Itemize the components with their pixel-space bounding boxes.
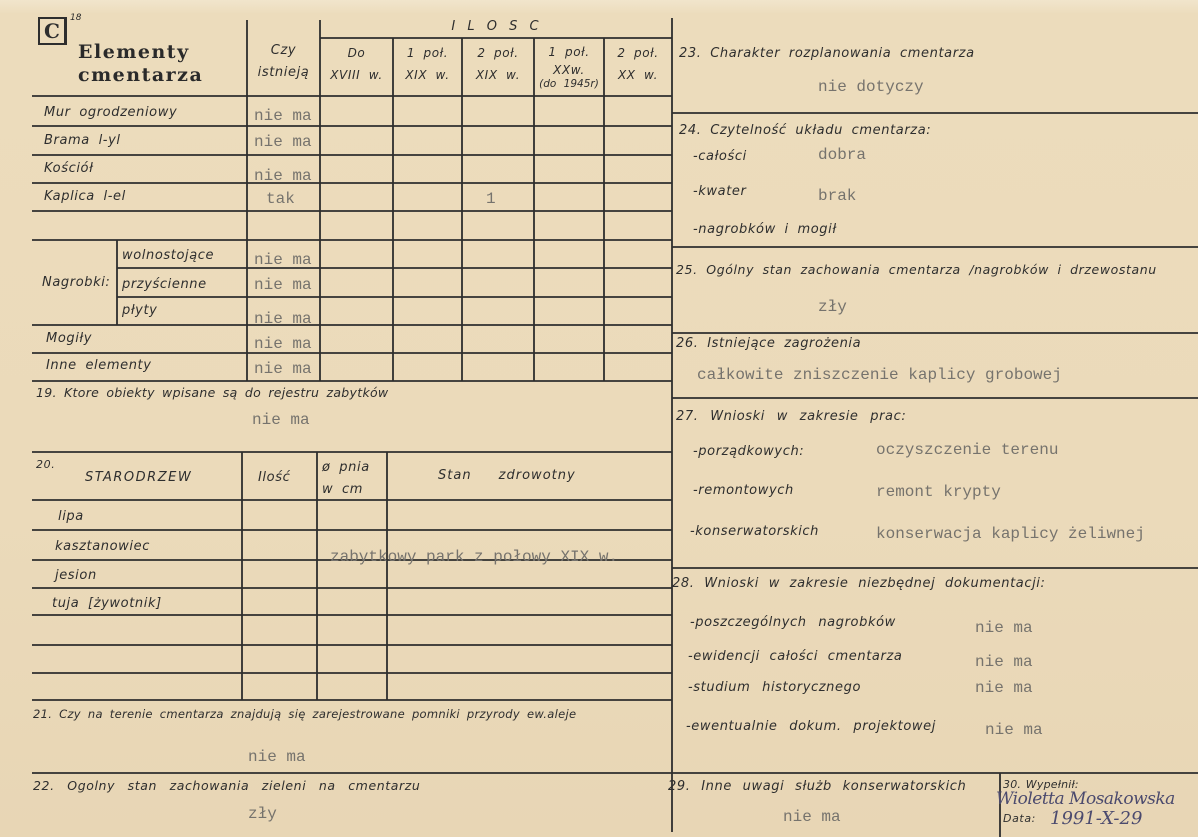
row-exists-wall-mounted: nie ma xyxy=(254,276,312,294)
elements-title-line2: cmentarza xyxy=(78,64,204,86)
s28-item-label: -ewentualnie dokum. projektowej xyxy=(686,719,936,734)
s28-item-value: nie ma xyxy=(975,619,1033,637)
exists-header-line1: Czy xyxy=(270,43,297,58)
s19-label: 19. Ktore obiekty wpisane są do rejestru zabytków xyxy=(36,385,389,400)
s22-label: 22. Ogolny stan zachowania zieleni na cmentarzu xyxy=(33,778,421,793)
s27-item-value: remont krypty xyxy=(876,483,1001,501)
s20-diameter-line1: ø pnia xyxy=(322,460,370,475)
period-line: XIX w. xyxy=(405,68,450,82)
row-label-wall-mounted: przyścienne xyxy=(122,277,207,292)
s24-item-label: -całości xyxy=(693,149,747,164)
s20-count-header: Ilość xyxy=(258,470,291,485)
s29-label: 29. Inne uwagi służb konserwatorskich xyxy=(668,779,967,794)
s23-value: nie dotyczy xyxy=(818,78,924,96)
s24-item-label: -nagrobków i mogił xyxy=(693,222,837,237)
s23-label: 23. Charakter rozplanowania cmentarza xyxy=(679,46,975,61)
tree-row: jesion xyxy=(55,568,97,583)
s28-item-value: nie ma xyxy=(985,721,1043,739)
s20-health-header: Stan zdrowotny xyxy=(438,468,576,483)
row-exists-gate: nie ma xyxy=(254,133,312,151)
s19-value: nie ma xyxy=(252,411,310,429)
period-line: XIX w. xyxy=(475,68,521,82)
period-header xyxy=(320,42,393,86)
card-letter: C xyxy=(38,17,67,45)
s20-species-header: STARODRZEW xyxy=(85,470,193,485)
period-line: 2 poł. xyxy=(617,46,659,60)
row-label-slabs: płyty xyxy=(122,303,158,318)
row-label-graves: Mogiły xyxy=(46,331,93,346)
tree-row: tuja [żywotnik] xyxy=(52,596,162,611)
period-header xyxy=(462,42,534,86)
row-label-freestanding: wolnostojące xyxy=(122,248,215,263)
quantity-header: I L O S C xyxy=(451,19,541,34)
period-line: XX w. xyxy=(617,68,659,82)
period-line: 2 poł. xyxy=(477,46,519,60)
row-label-church: Kościół xyxy=(44,161,94,176)
s28-item-label: -ewidencji całości cmentarza xyxy=(688,649,903,664)
exists-header-line2: istnieją xyxy=(257,65,310,80)
s27-item-value: oczyszczenie terenu xyxy=(876,441,1059,459)
row-exists-wall: nie ma xyxy=(254,107,312,125)
row-exists-graves: nie ma xyxy=(254,335,312,353)
row-label-wall: Mur ogrodzeniowy xyxy=(44,105,178,120)
s27-item-label: -konserwatorskich xyxy=(690,524,820,539)
s26-value: całkowite zniszczenie kaplicy grobowej xyxy=(697,366,1062,384)
period-line: 1 poł. xyxy=(406,46,449,60)
handwritten-date: 1991-X-29 xyxy=(1050,808,1143,829)
s28-item-value: nie ma xyxy=(975,679,1033,697)
s20-note: zabytkowy park z połowy XIX w. xyxy=(330,548,619,566)
s20-diameter-header xyxy=(322,457,370,501)
s28-item-label: -poszczególnych nagrobków xyxy=(690,615,896,630)
tombstones-label: Nagrobki: xyxy=(42,275,111,290)
s27-item-label: -porządkowych: xyxy=(693,444,805,459)
s27-label: 27. Wnioski w zakresie prac: xyxy=(676,409,907,424)
row-exists-other: nie ma xyxy=(254,360,312,378)
s21-value: nie ma xyxy=(248,748,306,766)
period-header xyxy=(393,42,462,86)
s22-value: zły xyxy=(248,805,277,823)
s28-label: 28. Wnioski w zakresie niezbędnej dokumentacji: xyxy=(672,576,1046,591)
period-header xyxy=(604,42,672,86)
row-exists-church: nie ma xyxy=(254,167,312,185)
s25-value: zły xyxy=(818,298,847,316)
period-line: XVIII w. xyxy=(330,68,383,82)
s24-item-value: dobra xyxy=(818,146,867,164)
period-line: (do 1945r) xyxy=(539,78,599,90)
s27-item-label: -remontowych xyxy=(693,483,794,498)
period-line: 1 poł. xyxy=(548,45,590,59)
s29-value: nie ma xyxy=(783,808,841,826)
row-label-gate: Brama l-yl xyxy=(44,133,121,148)
s28-item-value: nie ma xyxy=(975,653,1033,671)
s24-item-value: brak xyxy=(818,187,857,205)
s26-label: 26. Istniejące zagrożenia xyxy=(676,336,862,351)
row-count-chapel: 1 xyxy=(486,190,496,208)
s28-item-label: -studium historycznego xyxy=(688,680,862,695)
period-header xyxy=(534,42,604,91)
row-exists-chapel: tak xyxy=(266,190,295,208)
row-exists-slabs: nie ma xyxy=(254,310,312,328)
tree-row: kasztanowiec xyxy=(55,539,150,554)
s24-item-label: -kwater xyxy=(693,184,747,199)
s20-diameter-line2: w cm xyxy=(322,482,363,497)
s20-number: 20. xyxy=(36,458,56,471)
s30-date-label: Data: xyxy=(1003,812,1036,825)
period-line: XXw. xyxy=(553,63,585,77)
period-line: Do xyxy=(347,46,366,60)
s27-item-value: konserwacja kaplicy żeliwnej xyxy=(876,525,1145,543)
s25-label: 25. Ogólny stan zachowania cmentarza /nagrobków i drzewostanu xyxy=(676,262,1157,277)
s30-filled-by-label: 30. Wypełnił: xyxy=(1003,778,1079,791)
elements-title-line1: Elementy xyxy=(78,41,190,63)
s21-label: 21. Czy na terenie cmentarza znajdują się zarejestrowane pomniki przyrody ew.aleje xyxy=(33,707,577,721)
tree-row: lipa xyxy=(58,509,84,524)
row-exists-freestanding: nie ma xyxy=(254,251,312,269)
row-label-chapel: Kaplica l-el xyxy=(44,189,126,204)
exists-header xyxy=(247,40,320,84)
s24-label: 24. Czytelność układu cmentarza: xyxy=(679,123,932,138)
row-label-other: Inne elementy xyxy=(46,358,152,373)
card-number: 18 xyxy=(70,13,82,23)
signature: Wioletta Mosakowska xyxy=(996,789,1175,809)
